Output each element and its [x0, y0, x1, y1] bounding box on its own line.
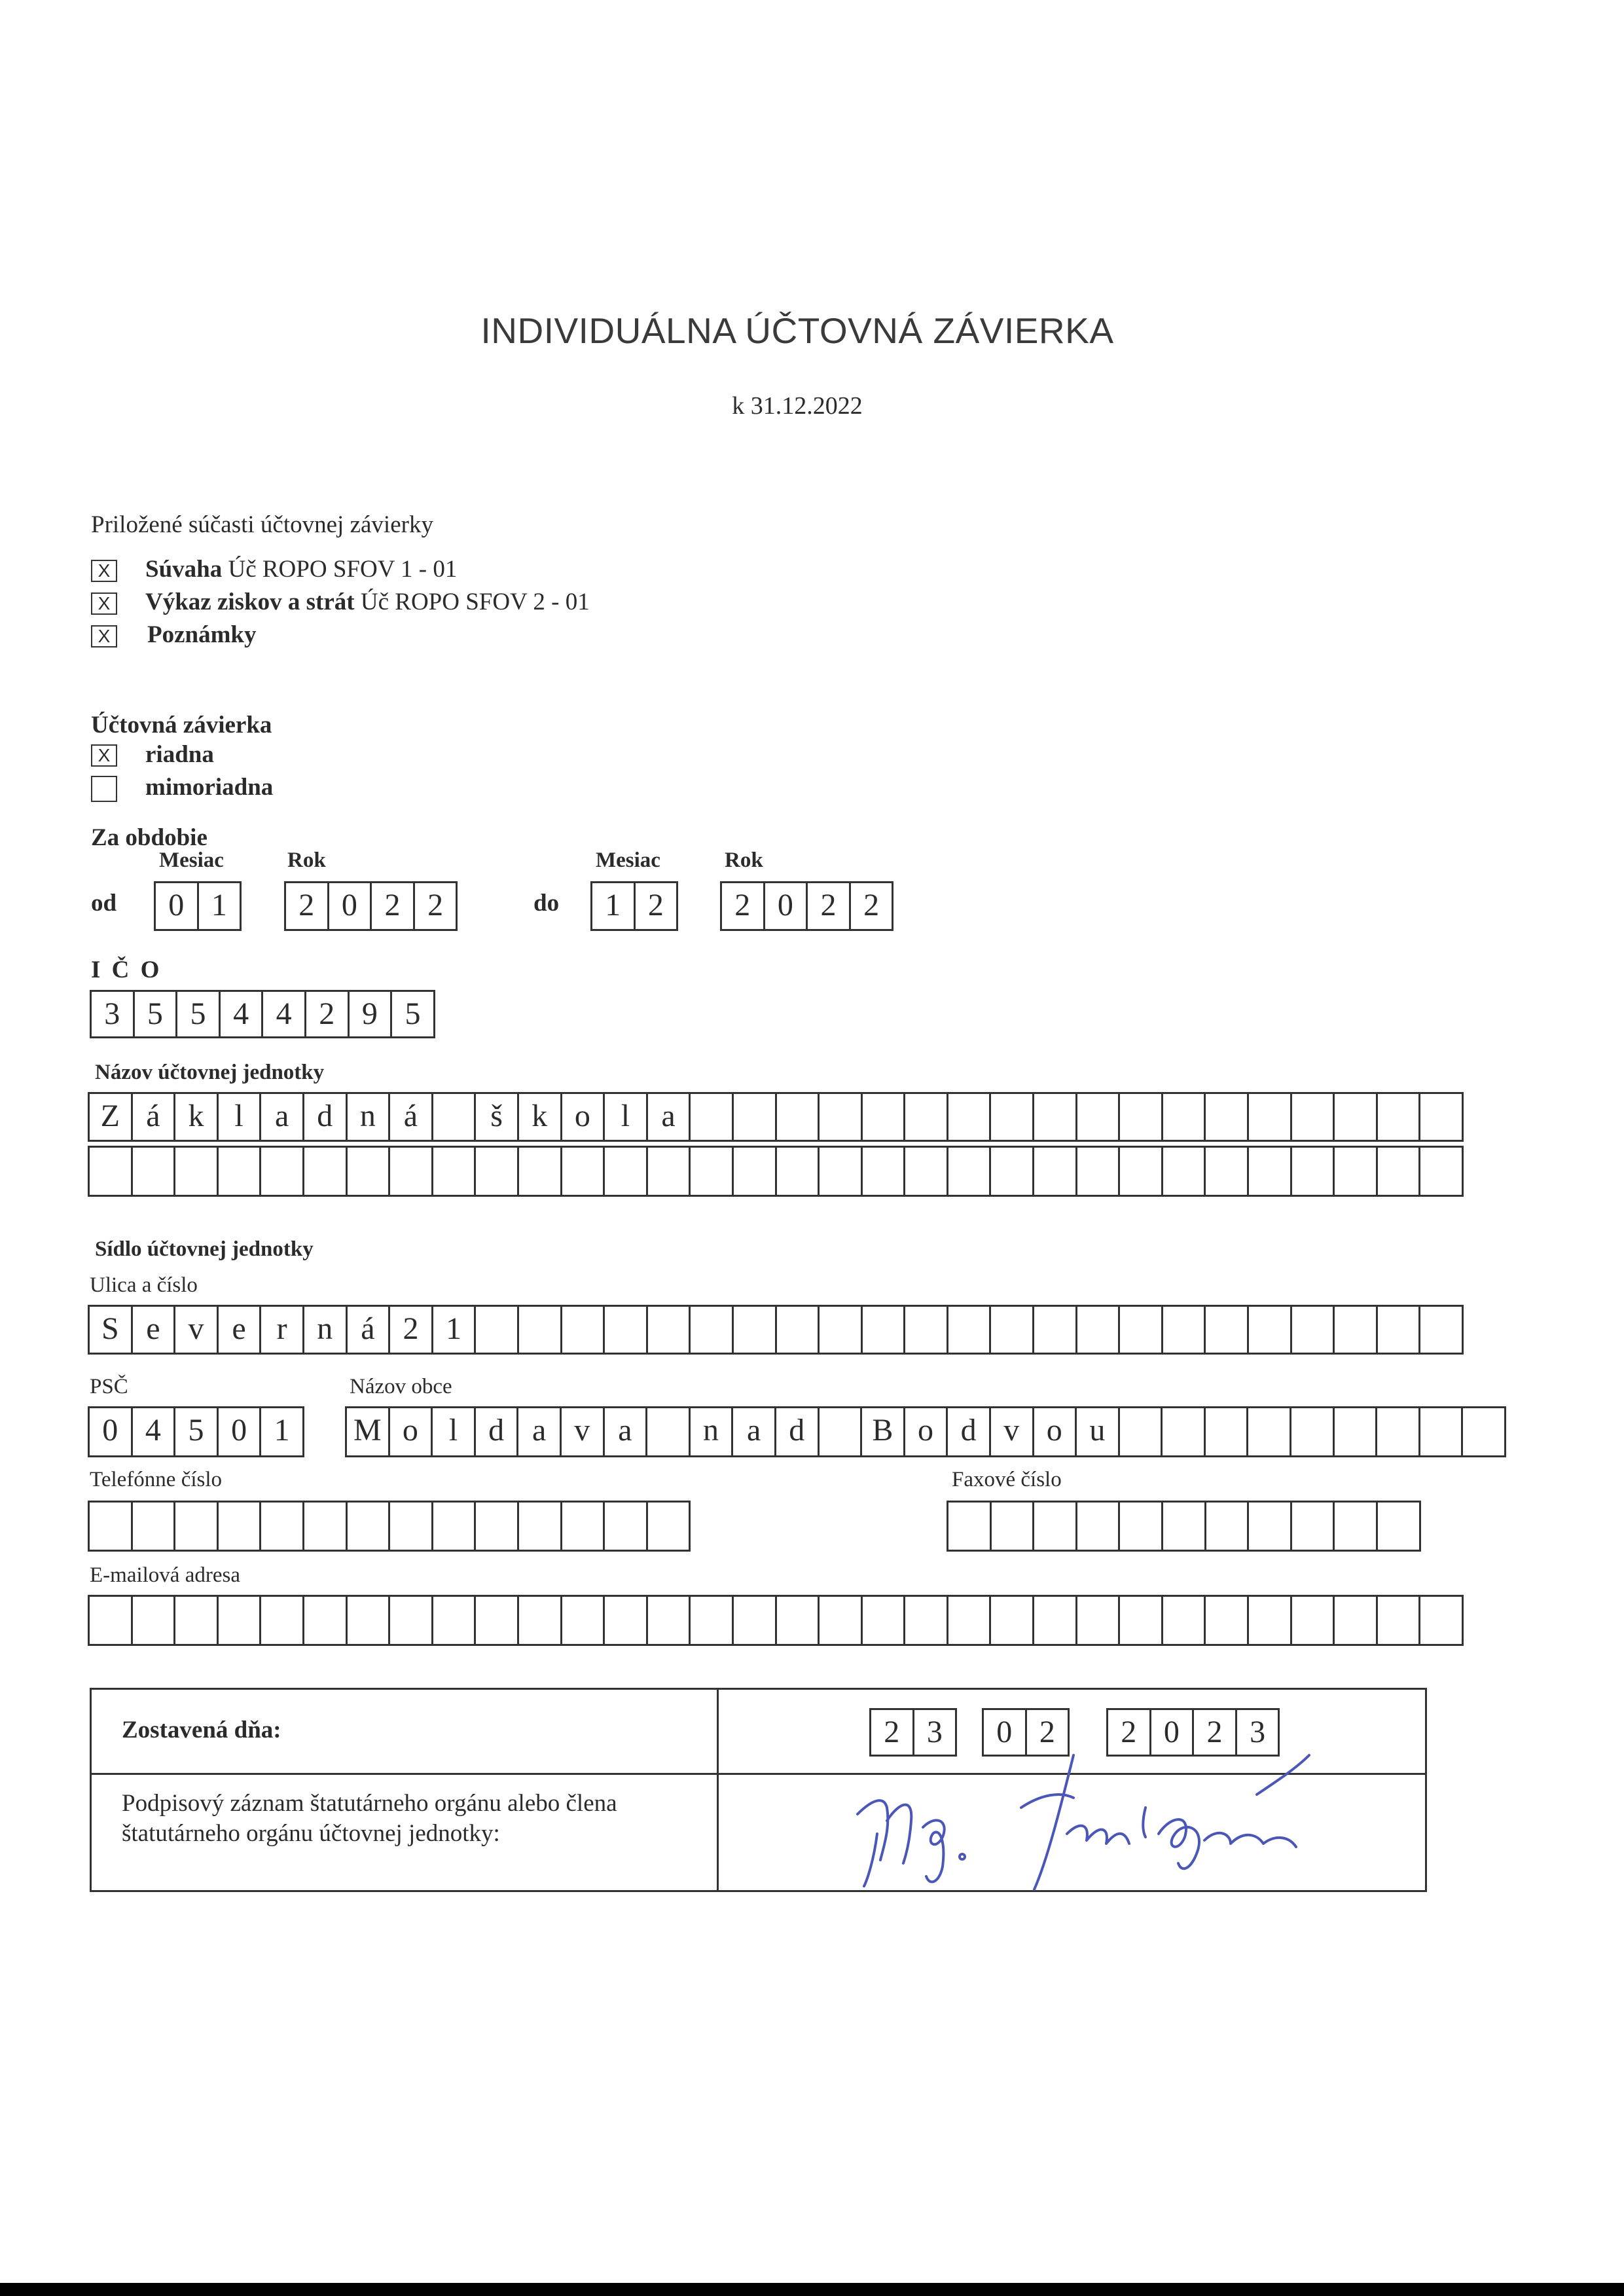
char-cell [1204, 1503, 1248, 1550]
closing-heading: Účtovná závierka [91, 712, 272, 738]
char-cell [990, 1503, 1033, 1550]
digit-cell: 5 [133, 992, 176, 1036]
street-field[interactable] [88, 1305, 1464, 1355]
char-cell: o [903, 1408, 947, 1455]
digit-cell: 0 [763, 883, 806, 929]
attachment-poznamky: Poznámky [147, 621, 257, 648]
digit-cell: 4 [261, 992, 304, 1036]
char-cell [861, 1094, 904, 1140]
char-cell [645, 1408, 689, 1455]
char-cell: S [88, 1307, 131, 1353]
period-from-label: od [91, 890, 117, 917]
char-cell [775, 1597, 818, 1644]
char-cell [517, 1597, 560, 1644]
checkbox-vykaz[interactable]: X [91, 592, 117, 615]
char-cell [1418, 1307, 1462, 1353]
char-cell: 0 [217, 1408, 260, 1455]
sign-label-line2: štatutárneho orgánu účtovnej jednotky: [122, 1820, 500, 1847]
document-title: INDIVIDUÁLNA ÚČTOVNÁ ZÁVIERKA [480, 310, 1114, 351]
char-cell [1333, 1307, 1376, 1353]
fax-field[interactable] [947, 1501, 1421, 1552]
char-cell: v [173, 1307, 217, 1353]
char-cell [1075, 1503, 1119, 1550]
char-cell [818, 1307, 861, 1353]
char-cell [989, 1307, 1032, 1353]
char-cell [1247, 1307, 1290, 1353]
char-cell: l [603, 1094, 646, 1140]
char-cell [1032, 1597, 1075, 1644]
char-cell [88, 1148, 131, 1195]
char-cell [302, 1597, 346, 1644]
period-from-month[interactable] [154, 881, 242, 931]
char-cell: r [259, 1307, 302, 1353]
email-label: E-mailová adresa [90, 1563, 240, 1587]
char-cell [1247, 1094, 1290, 1140]
attachments-heading: Priložené súčasti účtovnej závierky [91, 511, 433, 538]
checkbox-riadna[interactable]: X [91, 744, 117, 767]
char-cell [1118, 1408, 1161, 1455]
char-cell [947, 1148, 990, 1195]
char-cell: M [345, 1408, 388, 1455]
char-cell [474, 1307, 517, 1353]
char-cell [1161, 1307, 1204, 1353]
option-riadna: riadna [145, 741, 214, 768]
char-cell [1333, 1503, 1376, 1550]
period-from-month-label: Mesiac [159, 848, 224, 872]
char-cell [818, 1408, 861, 1455]
char-cell: o [560, 1094, 604, 1140]
digit-cell: 2 [869, 1710, 912, 1755]
char-cell [259, 1597, 302, 1644]
char-cell [1032, 1503, 1075, 1550]
char-cell [388, 1503, 431, 1550]
char-cell: a [731, 1408, 774, 1455]
char-cell [1461, 1408, 1504, 1455]
char-cell: e [131, 1307, 174, 1353]
char-cell [1032, 1094, 1075, 1140]
char-cell [1075, 1597, 1119, 1644]
char-cell: o [388, 1408, 431, 1455]
char-cell [1161, 1597, 1204, 1644]
period-to-label: do [533, 890, 560, 917]
char-cell [603, 1503, 646, 1550]
char-cell [732, 1307, 775, 1353]
fax-label: Faxové číslo [952, 1468, 1062, 1491]
attachment-suvaha-code: Úč ROPO SFOV 1 - 01 [228, 556, 458, 583]
char-cell: k [517, 1094, 560, 1140]
char-cell: u [1075, 1408, 1118, 1455]
char-cell [1290, 1094, 1333, 1140]
char-cell [818, 1597, 861, 1644]
char-cell [431, 1503, 475, 1550]
char-cell [1075, 1307, 1119, 1353]
sign-label-line1: Podpisový záznam štatutárneho orgánu alebo člena [122, 1790, 617, 1817]
char-cell [560, 1503, 604, 1550]
char-cell [1204, 1307, 1247, 1353]
char-cell: á [346, 1307, 389, 1353]
char-cell [131, 1148, 174, 1195]
digit-cell: 0 [154, 883, 197, 929]
name-row-2[interactable] [88, 1146, 1464, 1197]
compiled-label: Zostavená dňa: [122, 1717, 281, 1743]
char-cell [346, 1597, 389, 1644]
char-cell [1333, 1408, 1376, 1455]
char-cell [689, 1307, 732, 1353]
char-cell [818, 1094, 861, 1140]
char-cell [1376, 1094, 1419, 1140]
char-cell [1247, 1503, 1290, 1550]
char-cell [603, 1148, 646, 1195]
digit-cell: 2 [849, 883, 892, 929]
signature-table [90, 1688, 1427, 1892]
char-cell [689, 1148, 732, 1195]
char-cell [775, 1148, 818, 1195]
char-cell [989, 1597, 1032, 1644]
char-cell: 1 [259, 1408, 302, 1455]
char-cell [1204, 1148, 1247, 1195]
char-cell [1376, 1503, 1419, 1550]
char-cell [1247, 1148, 1290, 1195]
digit-cell: 0 [982, 1710, 1025, 1755]
period-from-year-label: Rok [287, 848, 326, 872]
attachment-vykaz [145, 588, 590, 616]
digit-cell: 2 [634, 883, 677, 929]
char-cell: l [431, 1408, 474, 1455]
char-cell [131, 1503, 174, 1550]
char-cell [131, 1597, 174, 1644]
period-heading: Za obdobie [91, 824, 208, 851]
period-to-month-label: Mesiac [596, 848, 660, 872]
char-cell [947, 1094, 990, 1140]
char-cell [560, 1597, 604, 1644]
char-cell: á [388, 1094, 431, 1140]
char-cell [903, 1148, 947, 1195]
char-cell [646, 1503, 689, 1550]
digit-cell: 2 [1192, 1710, 1235, 1755]
char-cell [431, 1094, 475, 1140]
char-cell [1418, 1148, 1462, 1195]
char-cell [1333, 1094, 1376, 1140]
char-cell: 1 [431, 1307, 475, 1353]
char-cell: n [302, 1307, 346, 1353]
char-cell [1032, 1148, 1075, 1195]
char-cell [217, 1148, 260, 1195]
char-cell [689, 1597, 732, 1644]
digit-cell: 2 [284, 883, 327, 929]
digit-cell: 2 [720, 883, 763, 929]
char-cell [989, 1094, 1032, 1140]
char-cell [1161, 1503, 1204, 1550]
char-cell: a [516, 1408, 560, 1455]
char-cell [818, 1148, 861, 1195]
char-cell [474, 1503, 517, 1550]
char-cell [388, 1148, 431, 1195]
digit-cell: 3 [90, 992, 133, 1036]
phone-label: Telefónne číslo [90, 1468, 223, 1491]
char-cell [1418, 1597, 1462, 1644]
char-cell [302, 1148, 346, 1195]
digit-cell: 4 [219, 992, 262, 1036]
char-cell [689, 1094, 732, 1140]
char-cell [1290, 1503, 1333, 1550]
char-cell [1161, 1408, 1204, 1455]
email-field[interactable] [88, 1595, 1464, 1646]
char-cell [560, 1307, 604, 1353]
checkbox-poznamky[interactable]: X [91, 625, 117, 647]
digit-cell: 9 [348, 992, 391, 1036]
char-cell [517, 1307, 560, 1353]
name-row-1[interactable] [88, 1092, 1464, 1142]
char-cell [1290, 1408, 1333, 1455]
char-cell [346, 1148, 389, 1195]
char-cell [1075, 1148, 1119, 1195]
char-cell: e [217, 1307, 260, 1353]
char-cell: á [131, 1094, 174, 1140]
char-cell [1418, 1408, 1462, 1455]
char-cell: v [989, 1408, 1032, 1455]
city-field[interactable] [345, 1406, 1506, 1457]
char-cell [517, 1148, 560, 1195]
char-cell [1375, 1408, 1418, 1455]
char-cell [474, 1597, 517, 1644]
char-cell: a [646, 1094, 689, 1140]
digit-cell: 2 [304, 992, 348, 1036]
city-label: Názov obce [350, 1375, 452, 1398]
char-cell: 2 [388, 1307, 431, 1353]
digit-cell: 0 [327, 883, 370, 929]
char-cell [732, 1597, 775, 1644]
char-cell [217, 1503, 260, 1550]
char-cell [903, 1094, 947, 1140]
period-to-month[interactable] [590, 881, 678, 931]
char-cell [517, 1503, 560, 1550]
char-cell [603, 1307, 646, 1353]
char-cell [88, 1597, 131, 1644]
handwritten-signature [838, 1729, 1375, 1893]
char-cell [259, 1148, 302, 1195]
char-cell [646, 1148, 689, 1195]
checkbox-mimoriadna[interactable] [91, 776, 117, 802]
char-cell [989, 1148, 1032, 1195]
char-cell [173, 1503, 217, 1550]
char-cell [388, 1597, 431, 1644]
char-cell [646, 1307, 689, 1353]
char-cell: n [346, 1094, 389, 1140]
ico-field[interactable] [90, 990, 435, 1038]
char-cell [1376, 1307, 1419, 1353]
document-date: k 31.12.2022 [732, 392, 863, 420]
char-cell [947, 1307, 990, 1353]
char-cell [302, 1503, 346, 1550]
attachment-vykaz-bold: Výkaz ziskov a strát [145, 589, 355, 615]
digit-cell: 2 [1106, 1710, 1149, 1755]
char-cell [903, 1307, 947, 1353]
char-cell: d [302, 1094, 346, 1140]
char-cell [1376, 1597, 1419, 1644]
char-cell [947, 1597, 990, 1644]
period-to-year[interactable] [720, 881, 893, 931]
char-cell [603, 1597, 646, 1644]
scan-border [0, 2283, 1624, 2296]
char-cell [1075, 1094, 1119, 1140]
char-cell [1118, 1094, 1161, 1140]
char-cell [1290, 1597, 1333, 1644]
phone-field[interactable] [88, 1501, 691, 1552]
char-cell: n [689, 1408, 732, 1455]
char-cell [173, 1148, 217, 1195]
char-cell [861, 1597, 904, 1644]
period-from-year[interactable] [284, 881, 458, 931]
char-cell [903, 1597, 947, 1644]
char-cell [1333, 1148, 1376, 1195]
option-mimoriadna: mimoriadna [145, 774, 274, 801]
char-cell [431, 1597, 475, 1644]
char-cell: a [259, 1094, 302, 1140]
attachment-vykaz-code: Úč ROPO SFOV 2 - 01 [360, 589, 590, 615]
char-cell [1376, 1148, 1419, 1195]
digit-cell: 3 [1235, 1710, 1278, 1755]
char-cell [1204, 1597, 1247, 1644]
attachment-suvaha-bold: Súvaha [145, 556, 223, 583]
char-cell [173, 1597, 217, 1644]
digit-cell: 0 [1149, 1710, 1193, 1755]
digit-cell: 2 [370, 883, 413, 929]
char-cell [1118, 1503, 1161, 1550]
psc-label: PSČ [90, 1375, 128, 1398]
char-cell: š [474, 1094, 517, 1140]
ico-label: I Č O [91, 957, 162, 983]
char-cell: d [774, 1408, 818, 1455]
char-cell: d [474, 1408, 517, 1455]
char-cell [1204, 1408, 1247, 1455]
char-cell: 0 [88, 1408, 131, 1455]
char-cell [1246, 1408, 1290, 1455]
digit-cell: 2 [806, 883, 849, 929]
char-cell [861, 1148, 904, 1195]
char-cell [947, 1503, 990, 1550]
char-cell: 4 [131, 1408, 174, 1455]
char-cell [346, 1503, 389, 1550]
digit-cell: 2 [1025, 1710, 1068, 1755]
char-cell [1204, 1094, 1247, 1140]
seat-heading: Sídlo účtovnej jednotky [95, 1237, 314, 1261]
char-cell: 5 [173, 1408, 217, 1455]
char-cell [1161, 1094, 1204, 1140]
char-cell [1290, 1307, 1333, 1353]
name-label: Názov účtovnej jednotky [95, 1061, 325, 1084]
checkbox-suvaha[interactable]: X [91, 560, 117, 582]
char-cell [1418, 1094, 1462, 1140]
char-cell [431, 1148, 475, 1195]
digit-cell: 1 [197, 883, 240, 929]
attachment-suvaha [145, 555, 457, 583]
table-divider-vertical [717, 1690, 719, 1890]
char-cell [1118, 1307, 1161, 1353]
char-cell: o [1032, 1408, 1075, 1455]
char-cell [1118, 1597, 1161, 1644]
char-cell: Z [88, 1094, 131, 1140]
digit-cell: 5 [390, 992, 433, 1036]
char-cell [646, 1597, 689, 1644]
street-label: Ulica a číslo [90, 1273, 198, 1297]
char-cell [861, 1307, 904, 1353]
char-cell: k [173, 1094, 217, 1140]
digit-cell: 2 [413, 883, 456, 929]
char-cell: B [860, 1408, 903, 1455]
char-cell [88, 1503, 131, 1550]
digit-cell: 3 [912, 1710, 956, 1755]
char-cell [474, 1148, 517, 1195]
char-cell [775, 1307, 818, 1353]
char-cell [1118, 1148, 1161, 1195]
char-cell: a [603, 1408, 646, 1455]
char-cell [560, 1148, 604, 1195]
char-cell [1290, 1148, 1333, 1195]
char-cell [217, 1597, 260, 1644]
char-cell [259, 1503, 302, 1550]
digit-cell: 5 [175, 992, 219, 1036]
char-cell [1032, 1307, 1075, 1353]
char-cell [1333, 1597, 1376, 1644]
digit-cell: 1 [590, 883, 634, 929]
char-cell [775, 1094, 818, 1140]
char-cell [732, 1148, 775, 1195]
period-to-year-label: Rok [725, 848, 763, 872]
char-cell: l [217, 1094, 260, 1140]
char-cell: d [946, 1408, 989, 1455]
char-cell [732, 1094, 775, 1140]
char-cell: v [560, 1408, 603, 1455]
char-cell [1247, 1597, 1290, 1644]
psc-field[interactable] [88, 1406, 304, 1457]
char-cell [1161, 1148, 1204, 1195]
